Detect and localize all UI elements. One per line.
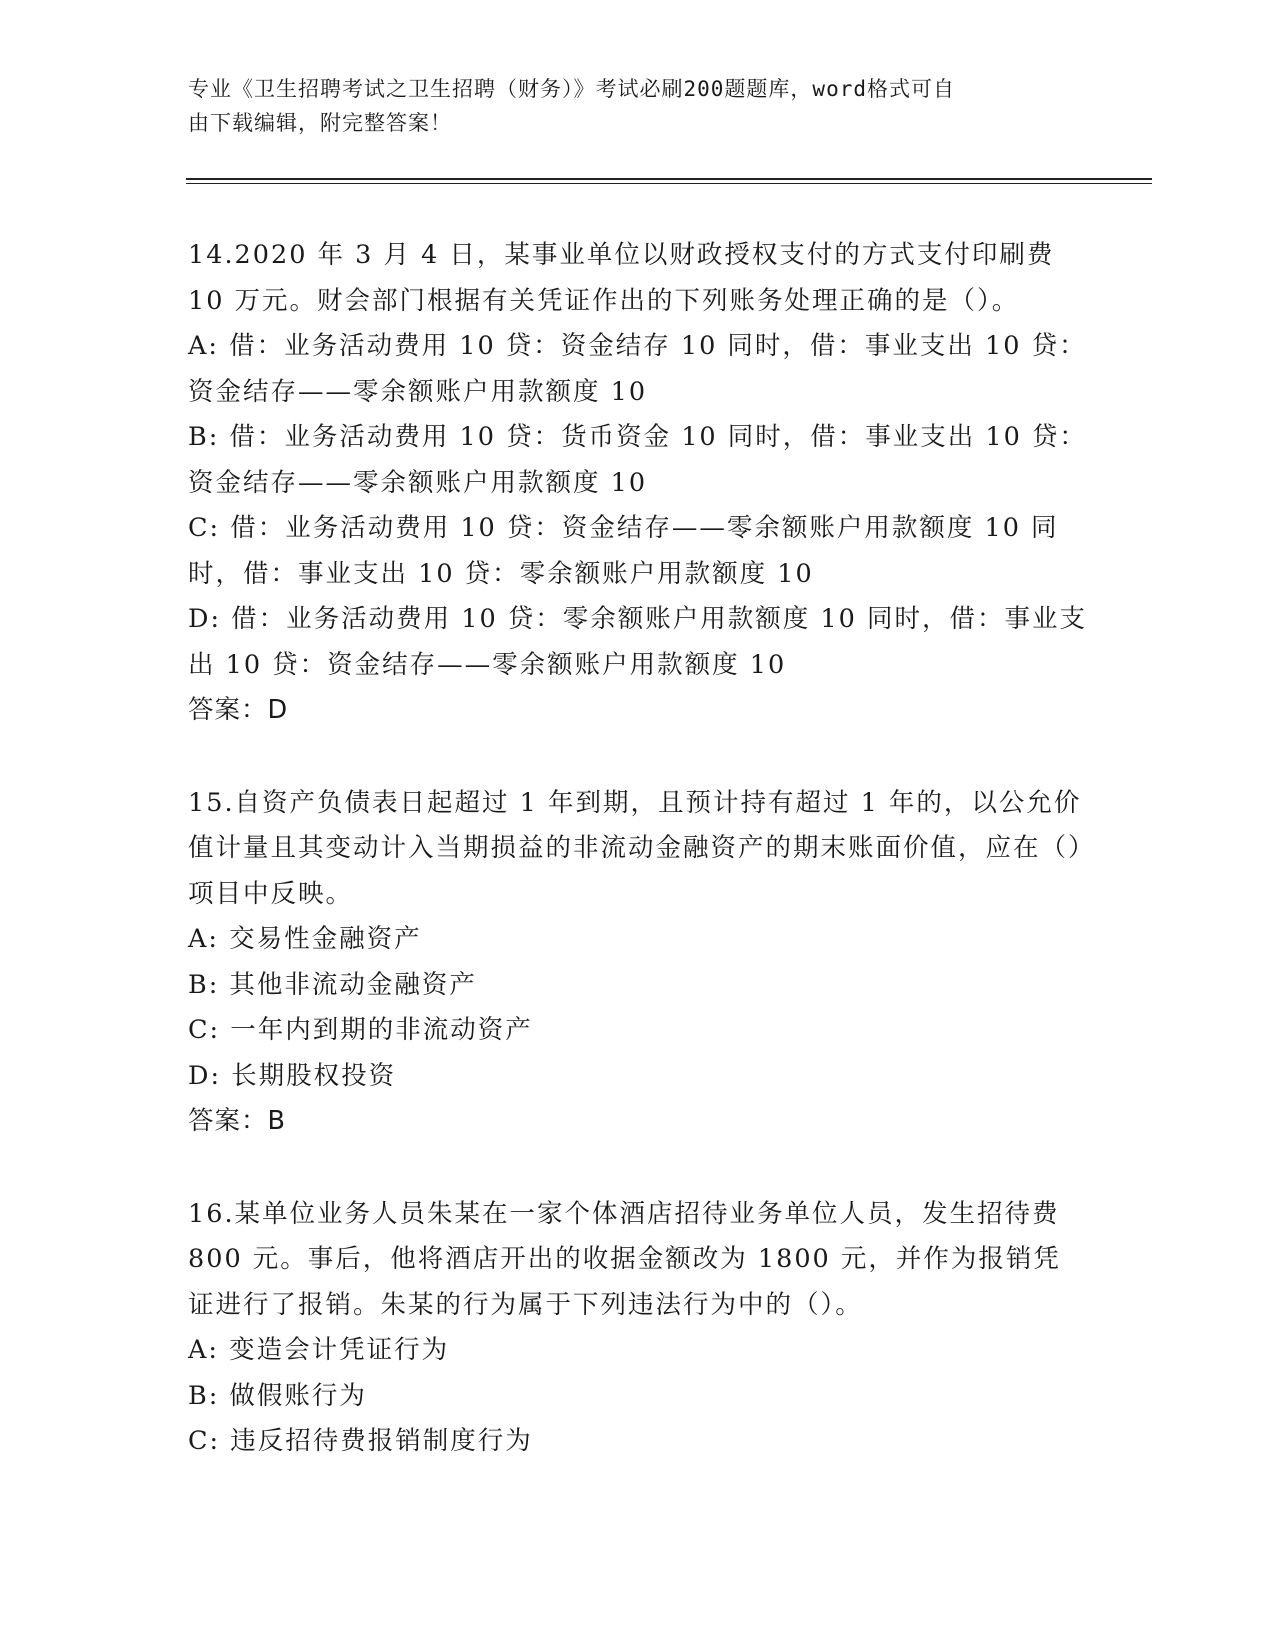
document-header xyxy=(188,72,1068,140)
option-d: D: 长期股权投资 xyxy=(188,1060,397,1091)
option-b: B: 做假账行为 xyxy=(188,1380,367,1411)
option-a: A: 借：业务活动费用 10 贷：资金结存 10 同时，借：事业支出 10 贷：资金结存——零余额账户用款额度 10 xyxy=(188,331,1087,407)
header-divider-thin xyxy=(186,183,1152,184)
question-16 xyxy=(188,1192,1088,1465)
question-15 xyxy=(188,781,1088,1145)
question-stem: 16.某单位业务人员朱某在一家个体酒店招待业务单位人员，发生招待费 800 元。事后，他将酒店开出的收据金额改为 1800 元，并作为报销凭证进行了报销。朱某的行为属于下列违法行为中的（）。 xyxy=(188,1198,1070,1320)
option-c: C: 一年内到期的非流动资产 xyxy=(188,1015,533,1045)
question-14 xyxy=(188,233,1088,734)
option-c: C: 借：业务活动费用 10 贷：资金结存——零余额账户用款额度 10 同时，借：事业支出 10 贷：零余额账户用款额度 10 xyxy=(188,513,1059,589)
option-c: C: 违反招待费报销制度行为 xyxy=(188,1426,533,1456)
option-a: A: 交易性金融资产 xyxy=(188,924,422,954)
option-b: B: 借：业务活动费用 10 贷：货币资金 10 同时，借：事业支出 10 贷：资金结存——零余额账户用款额度 10 xyxy=(188,422,1087,498)
option-d: D: 借：业务活动费用 10 贷：零余额账户用款额度 10 同时，借：事业支出 10 贷：资金结存——零余额账户用款额度 10 xyxy=(188,604,1087,680)
header-divider-thick xyxy=(186,178,1152,180)
answer-line: 答案：D xyxy=(188,695,289,725)
question-list xyxy=(188,233,1088,1512)
question-stem: 15.自资产负债表日起超过 1 年到期，且预计持有超过 1 年的，以公允价值计量且其变动计入当期损益的非流动金融资产的期末账面价值，应在（）项目中反映。 xyxy=(188,787,1083,909)
question-stem: 14.2020 年 3 月 4 日，某事业单位以财政授权支付的方式支付印刷费10 万元。财会部门根据有关凭证作出的下列账务处理正确的是（）。 xyxy=(188,240,1055,316)
header-line-2: 由下载编辑，附完整答案！ xyxy=(188,111,452,135)
answer-line: 答案：B xyxy=(188,1106,286,1136)
option-b: B: 其他非流动金融资产 xyxy=(188,969,477,1000)
header-line-1: 专业《卫生招聘考试之卫生招聘（财务）》考试必刷200题题库，word格式可自 xyxy=(188,77,955,101)
option-a: A: 变造会计凭证行为 xyxy=(188,1335,450,1365)
